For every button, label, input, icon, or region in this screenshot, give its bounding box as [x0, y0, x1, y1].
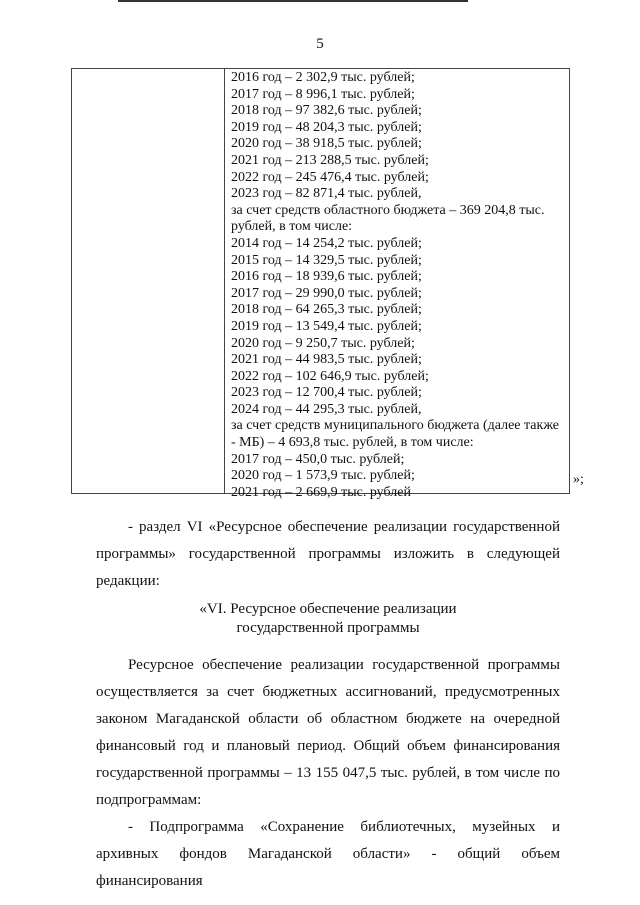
table-line: 2016 год – 2 302,9 тыс. рублей; — [231, 70, 415, 85]
table-line: 2017 год – 29 990,0 тыс. рублей; — [231, 285, 422, 301]
table-line: 2024 год – 44 295,3 тыс. рублей, — [231, 401, 422, 417]
section-heading-line2: государственной программы — [236, 620, 420, 636]
table-line: 2021 год – 213 288,5 тыс. рублей; — [231, 152, 429, 168]
paragraph-subprogram: - Подпрограмма «Сохранение библиотечных, музейных и архивных фондов Магаданской области» - общий объем финансирования — [96, 819, 560, 889]
table-line: 2021 год – 44 983,5 тыс. рублей; — [231, 352, 422, 368]
table-line: 2021 год – 2 669,9 тыс. рублей — [231, 484, 411, 500]
table-line: за счет средств областного бюджета – 369 204,8 тыс. рублей, в том числе: — [231, 202, 545, 235]
table-column-divider — [224, 69, 225, 493]
closing-quote: »; — [573, 472, 584, 487]
table-line: 2014 год – 14 254,2 тыс. рублей; — [231, 235, 422, 251]
table-line: 2016 год – 18 939,6 тыс. рублей; — [231, 269, 422, 285]
table-line: 2018 год – 64 265,3 тыс. рублей; — [231, 302, 422, 318]
table-line: 2022 год – 102 646,9 тыс. рублей; — [231, 368, 429, 384]
funding-table — [71, 68, 570, 500]
table-line: 2017 год – 450,0 тыс. рублей; — [231, 451, 405, 467]
table-line: 2020 год – 38 918,5 тыс. рублей; — [231, 136, 422, 152]
table-line: 2020 год – 1 573,9 тыс. рублей; — [231, 468, 415, 484]
table-line: 2022 год – 245 476,4 тыс. рублей; — [231, 169, 429, 185]
top-rule — [118, 0, 468, 2]
table-line: 2019 год – 13 549,4 тыс. рублей; — [231, 318, 422, 334]
table-line: 2017 год – 8 996,1 тыс. рублей; — [231, 86, 415, 102]
paragraph-section-vi: - раздел VI «Ресурсное обеспечение реализации государственной программы» государственной программы изложить в следующей редакции: — [96, 519, 560, 589]
funding-cell — [231, 70, 565, 501]
table-line: 2020 год – 9 250,7 тыс. рублей; — [231, 335, 415, 351]
table-line: 2023 год – 82 871,4 тыс. рублей, — [231, 186, 422, 202]
section-heading-line1: «VI. Ресурсное обеспечение реализации — [199, 601, 457, 617]
table-line: 2018 год – 97 382,6 тыс. рублей; — [231, 103, 422, 119]
table-line: 2023 год – 12 700,4 тыс. рублей; — [231, 385, 422, 401]
table-line: за счет средств муниципального бюджета (далее также - МБ) – 4 693,8 тыс. рублей, в том числе: — [231, 418, 560, 451]
table-line: 2019 год – 48 204,3 тыс. рублей; — [231, 119, 422, 135]
page-number: 5 — [316, 36, 324, 52]
table-line: 2015 год – 14 329,5 тыс. рублей; — [231, 252, 422, 268]
paragraph-funding: Ресурсное обеспечение реализации государственной программы осуществляется за счет бюджетных ассигнований, предусмотренных законом Магаданской области об областном бюджете на очередной финансовый год и плановый период. Общий объем финансирования государственной программы – 13 155 047,5 тыс. рублей, в том числе по подпрограммам: — [96, 657, 560, 808]
section-heading — [96, 600, 560, 638]
